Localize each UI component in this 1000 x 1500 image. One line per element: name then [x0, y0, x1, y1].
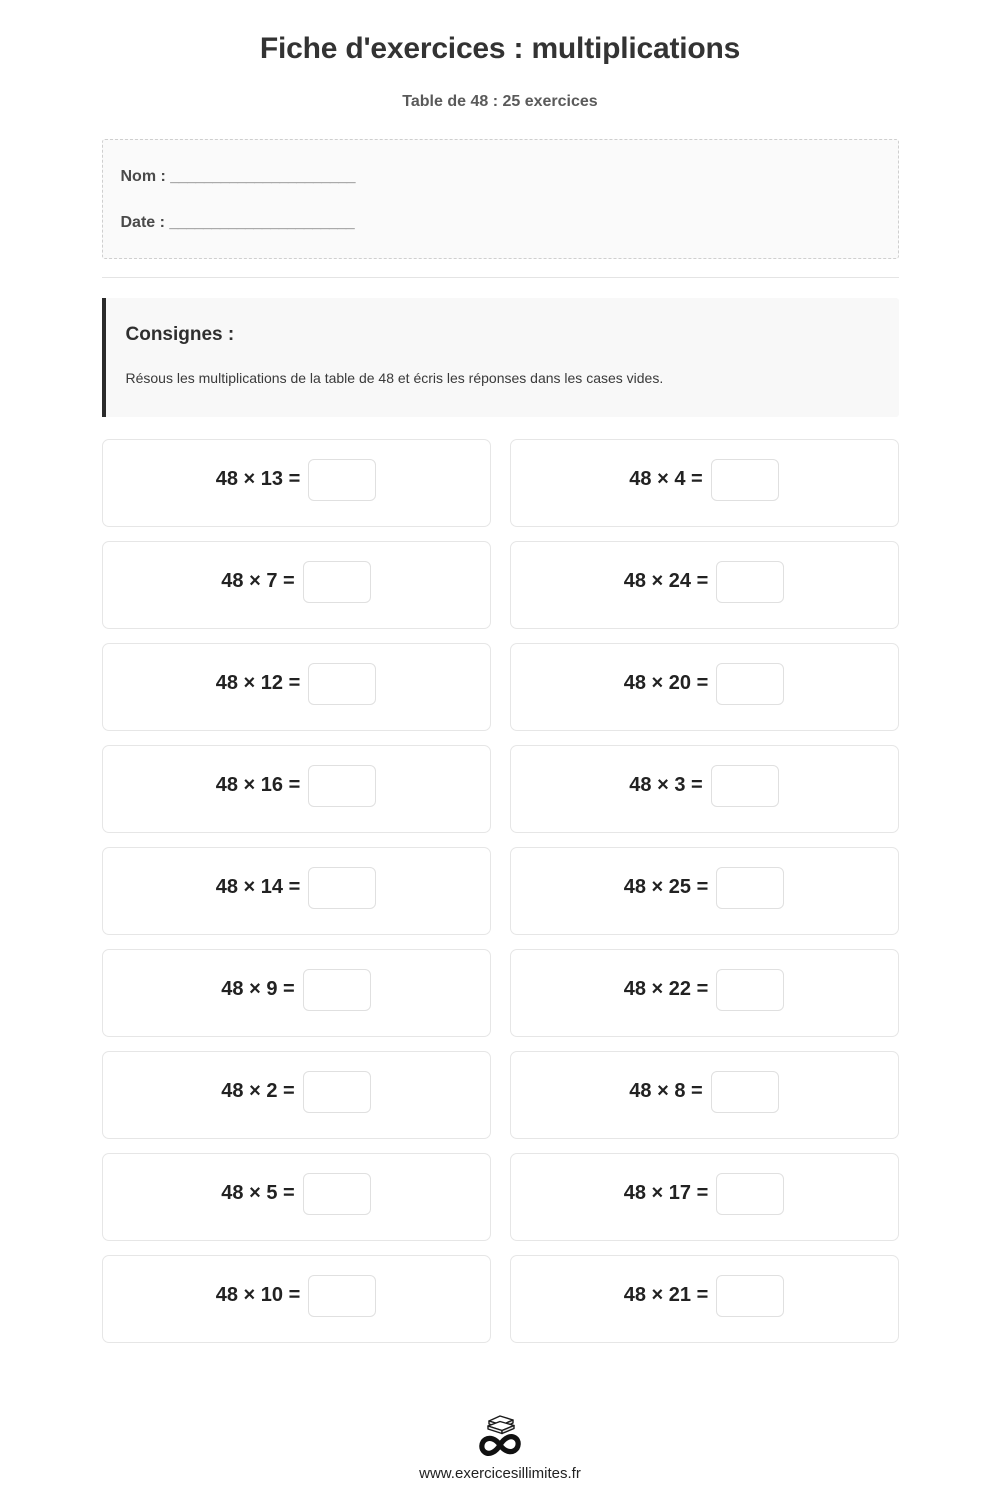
worksheet-content — [102, 0, 899, 1343]
exercise-inner — [221, 561, 370, 603]
answer-input-box[interactable] — [716, 867, 784, 909]
answer-input-box[interactable] — [711, 459, 779, 501]
exercise-inner — [624, 663, 785, 705]
exercise-inner — [216, 1275, 377, 1317]
exercise-inner — [221, 1173, 370, 1215]
exercise-equation: 48 × 22 = — [623, 978, 709, 1001]
exercise-inner — [216, 459, 377, 501]
answer-input-box[interactable] — [716, 663, 784, 705]
exercise-card — [102, 643, 491, 731]
answer-input-box[interactable] — [711, 765, 779, 807]
exercise-inner — [221, 1071, 370, 1113]
answer-input-box[interactable] — [303, 561, 371, 603]
exercise-inner — [216, 765, 377, 807]
exercise-equation: 48 × 7 = — [221, 570, 295, 593]
answer-input-box[interactable] — [716, 561, 784, 603]
exercise-card — [510, 1153, 899, 1241]
exercise-inner — [629, 459, 778, 501]
exercise-equation: 48 × 8 = — [629, 1080, 703, 1103]
exercise-card — [510, 439, 899, 527]
date-row — [121, 214, 880, 232]
exercise-equation: 48 × 2 = — [221, 1080, 295, 1103]
exercise-inner — [216, 867, 377, 909]
exercise-card — [510, 1255, 899, 1343]
answer-input-box[interactable] — [303, 969, 371, 1011]
instructions-title: Consignes : — [125, 324, 235, 345]
exercise-card — [102, 1153, 491, 1241]
exercise-equation: 48 × 16 = — [215, 774, 301, 797]
books-infinity-logo-icon — [468, 1407, 532, 1459]
exercise-inner — [629, 765, 778, 807]
answer-input-box[interactable] — [308, 765, 376, 807]
exercise-card — [102, 1051, 491, 1139]
exercise-card — [510, 847, 899, 935]
exercise-equation: 48 × 4 = — [629, 468, 703, 491]
answer-input-box[interactable] — [308, 459, 376, 501]
exercise-card — [510, 949, 899, 1037]
identity-box — [102, 139, 899, 259]
section-divider — [102, 277, 899, 278]
footer — [0, 1407, 1000, 1482]
answer-input-box[interactable] — [303, 1173, 371, 1215]
instructions-panel — [102, 298, 899, 417]
exercise-card — [102, 1255, 491, 1343]
name-row — [121, 168, 880, 186]
answer-input-box[interactable] — [308, 867, 376, 909]
exercise-inner — [629, 1071, 778, 1113]
exercise-equation: 48 × 17 = — [623, 1182, 709, 1205]
exercise-inner — [624, 561, 785, 603]
exercise-card — [102, 847, 491, 935]
exercise-inner — [221, 969, 370, 1011]
exercise-inner — [216, 663, 377, 705]
exercise-inner — [624, 969, 785, 1011]
exercise-equation: 48 × 21 = — [623, 1284, 709, 1307]
exercise-equation: 48 × 25 = — [623, 876, 709, 899]
instructions-text: Résous les multiplications de la table de 48 et écris les réponses dans les cases vides. — [125, 370, 664, 386]
answer-input-box[interactable] — [308, 663, 376, 705]
exercise-inner — [624, 1173, 785, 1215]
answer-input-box[interactable] — [716, 1173, 784, 1215]
exercise-card — [510, 541, 899, 629]
date-label: Date : — [120, 214, 170, 231]
exercise-card — [510, 745, 899, 833]
answer-input-box[interactable] — [303, 1071, 371, 1113]
exercise-equation: 48 × 13 = — [215, 468, 301, 491]
exercise-equation: 48 × 12 = — [215, 672, 301, 695]
date-input-line[interactable]: ______________________ — [169, 214, 355, 231]
exercise-card — [102, 745, 491, 833]
exercise-equation: 48 × 20 = — [623, 672, 709, 695]
exercise-inner — [624, 867, 785, 909]
exercise-equation: 48 × 3 = — [629, 774, 703, 797]
exercise-equation: 48 × 10 = — [215, 1284, 301, 1307]
exercise-card — [510, 1051, 899, 1139]
exercise-equation: 48 × 9 = — [221, 978, 295, 1001]
page-title: Fiche d'exercices : multiplications — [259, 32, 741, 65]
footer-url[interactable]: www.exercicesillimites.fr — [419, 1465, 581, 1482]
answer-input-box[interactable] — [716, 1275, 784, 1317]
answer-input-box[interactable] — [716, 969, 784, 1011]
name-label: Nom : — [120, 168, 171, 185]
answer-input-box[interactable] — [711, 1071, 779, 1113]
exercise-equation: 48 × 5 = — [221, 1182, 295, 1205]
exercise-equation: 48 × 24 = — [623, 570, 709, 593]
exercise-card — [510, 643, 899, 731]
name-input-line[interactable]: ______________________ — [170, 168, 356, 185]
exercise-grid — [102, 439, 899, 1343]
exercise-equation: 48 × 14 = — [215, 876, 301, 899]
exercise-card — [102, 541, 491, 629]
exercise-card — [102, 439, 491, 527]
exercise-card — [102, 949, 491, 1037]
answer-input-box[interactable] — [308, 1275, 376, 1317]
page-subtitle: Table de 48 : 25 exercices — [402, 93, 598, 110]
exercise-inner — [624, 1275, 785, 1317]
